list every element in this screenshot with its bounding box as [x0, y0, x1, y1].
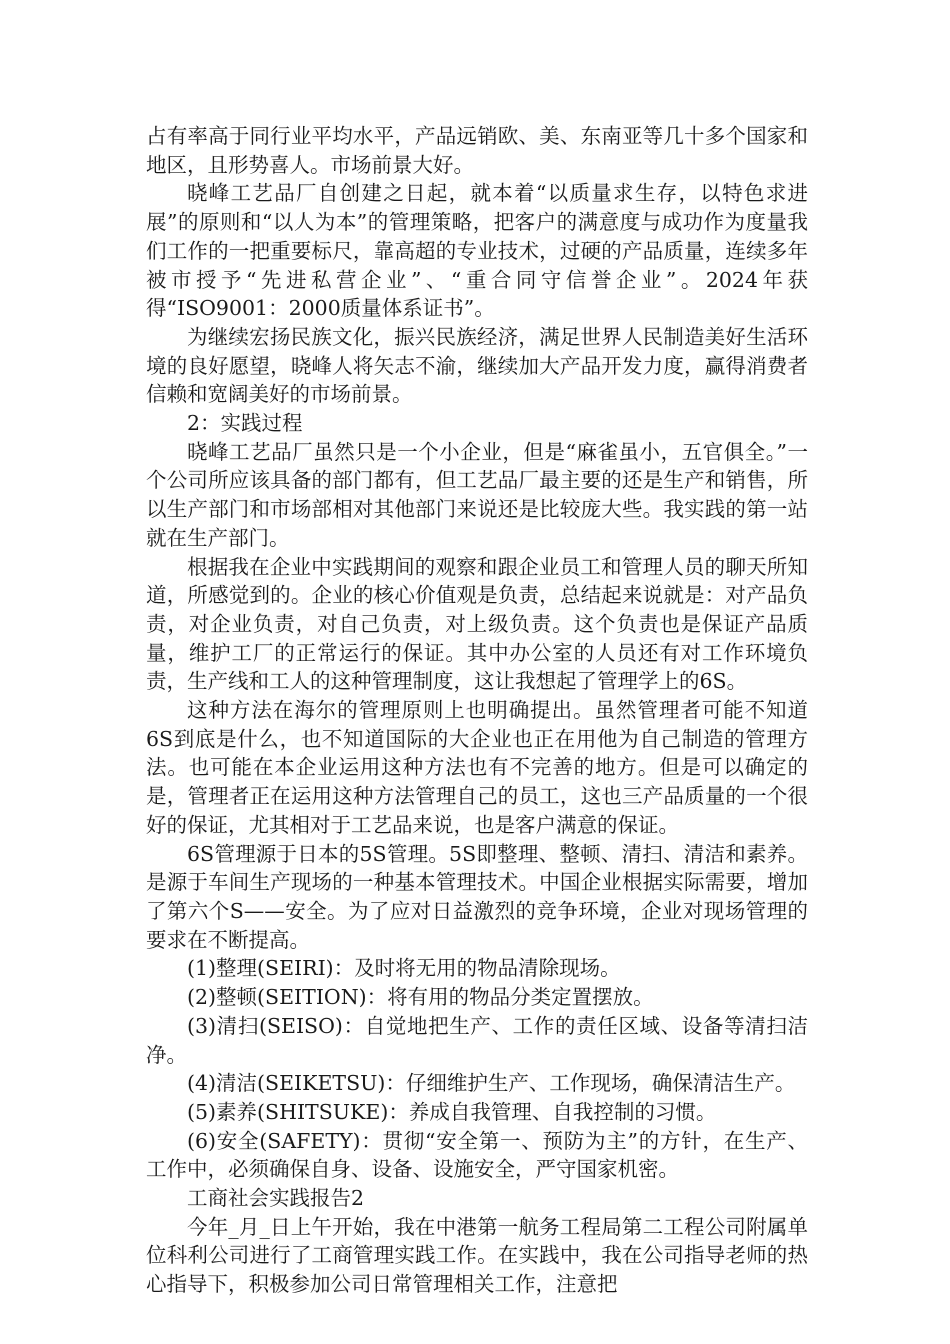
report-title-2: 工商社会实践报告2 — [187, 1186, 365, 1211]
list-item-safety: (6)安全(SAFETY)：贯彻“安全第一、预防为主”的方针，在生产、工作中，必须确保自身、设备、设施安全，严守国家机密。 — [146, 1128, 808, 1182]
list-item-seition: (2)整顿(SEITION)：将有用的物品分类定置摆放。 — [187, 985, 654, 1010]
list-item-seiri: (1)整理(SEIRI)：及时将无用的物品清除现场。 — [187, 956, 621, 981]
paragraph-7: 这种方法在海尔的管理原则上也明确提出。虽然管理者可能不知道6S到底是什么，也不知道国际的大企业也正在用他为自己制造的管理方法。也可能在本企业运用这种方法也有不完善的地方。但是可以确定的是，管理者正在运用这种方法管理自己的员工，这也三产品质量的一个很好的保证，尤其相对于工艺品来说，也是客户满意的保证。 — [146, 698, 808, 837]
paragraph-3: 为继续宏扬民族文化，振兴民族经济，满足世界人民制造美好生活环境的良好愿望，晓峰人将矢志不渝，继续加大产品开发力度，赢得消费者信赖和宽阔美好的市场前景。 — [146, 324, 808, 407]
list-item-shitsuke: (5)素养(SHITSUKE)：养成自我管理、自我控制的习惯。 — [187, 1099, 717, 1124]
list-item-seiketsu: (4)清洁(SEIKETSU)：仔细维护生产、工作现场，确保清洁生产。 — [187, 1071, 796, 1096]
paragraph-16: 今年_月_日上午开始，我在中港第一航务工程局第二工程公司附属单位科利公司进行了工商管理实践工作。在实践中，我在公司指导老师的热心指导下，积极参加公司日常管理相关工作，注意把 — [146, 1214, 808, 1297]
paragraph-5: 晓峰工艺品厂虽然只是一个小企业，但是“麻雀虽小，五官俱全。”一个公司所应该具备的部门都有，但工艺品厂最主要的还是生产和销售，所以生产部门和市场部相对其他部门来说还是比较庞大些。我实践的第一站就在生产部门。 — [146, 439, 808, 550]
document-body — [146, 122, 808, 1299]
section-heading-practice-process: 2：实践过程 — [187, 411, 303, 436]
paragraph-8: 6S管理源于日本的5S管理。5S即整理、整顿、清扫、清洁和素养。是源于车间生产现场的一种基本管理技术。中国企业根据实际需要，增加了第六个S——安全。为了应对日益激烈的竞争环境，企业对现场管理的要求在不断提高。 — [146, 841, 808, 952]
paragraph-1: 占有率高于同行业平均水平，产品远销欧、美、东南亚等几十多个国家和地区，且形势喜人。市场前景大好。 — [146, 124, 808, 177]
paragraph-2: 晓峰工艺品厂自创建之日起，就本着“以质量求生存，以特色求进展”的原则和“以人为本”的管理策略，把客户的满意度与成功作为度量我们工作的一把重要标尺，靠高超的专业技术，过硬的产品质量，连续多年被市授予“先进私营企业”、“重合同守信誉企业”。2024年获得“ISO9001：2000质量体系证书”。 — [146, 181, 808, 321]
list-item-seiso: (3)清扫(SEISO)：自觉地把生产、工作的责任区域、设备等清扫洁净。 — [146, 1013, 808, 1067]
paragraph-6: 根据我在企业中实践期间的观察和跟企业员工和管理人员的聊天所知道，所感觉到的。企业的核心价值观是负责，总结起来说就是：对产品负责，对企业负责，对自己负责，对上级负责。这个负责也是保证产品质量，维护工厂的正常运行的保证。其中办公室的人员还有对工作环境负责，生产线和工人的这种管理制度，这让我想起了管理学上的6S。 — [146, 554, 808, 694]
